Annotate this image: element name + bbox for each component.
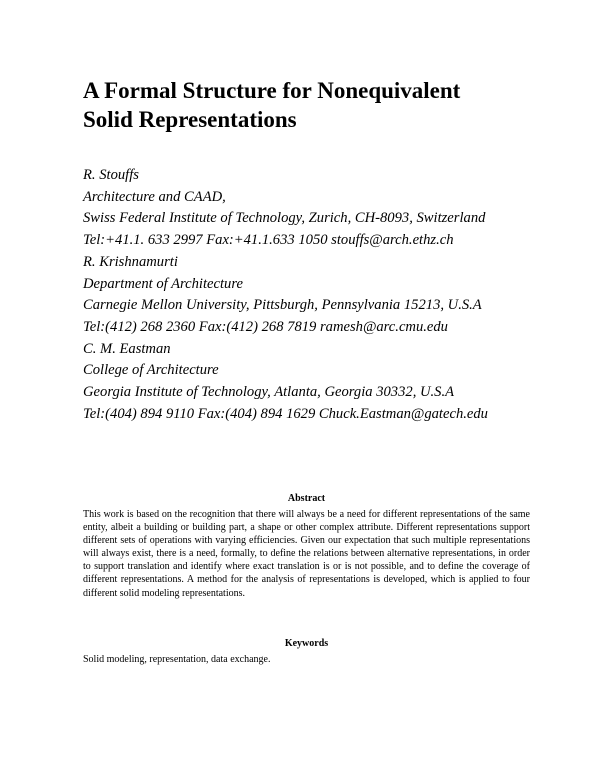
author-institution: Georgia Institute of Technology, Atlanta, Georgia 30332, U.S.A — [83, 384, 455, 401]
author-name: C. M. Eastman — [83, 340, 171, 357]
author-block — [83, 165, 583, 425]
author-name: R. Krishnamurti — [83, 253, 178, 270]
author-contact: Tel:(412) 268 2360 Fax:(412) 268 7819 ramesh@arc.cmu.edu — [83, 318, 448, 335]
author-department: Architecture and CAAD, — [83, 188, 226, 205]
author-contact: Tel:+41.1. 633 2997 Fax:+41.1.633 1050 stouffs@arch.ethz.ch — [83, 232, 454, 249]
abstract-heading: Abstract — [287, 493, 326, 504]
author-institution: Carnegie Mellon University, Pittsburgh, Pennsylvania 15213, U.S.A — [83, 297, 482, 314]
author-institution: Swiss Federal Institute of Technology, Zurich, CH-8093, Switzerland — [83, 210, 486, 227]
author-name: R. Stouffs — [83, 167, 139, 183]
keywords-heading: Keywords — [284, 638, 329, 649]
title-line: Solid Representations — [83, 107, 297, 132]
keywords-text: Solid modeling, representation, data exchange. — [83, 654, 271, 665]
paper-title — [83, 76, 563, 134]
title-line: A Formal Structure for Nonequivalent — [83, 78, 461, 103]
author-department: Department of Architecture — [83, 275, 243, 292]
author-contact: Tel:(404) 894 9110 Fax:(404) 894 1629 Chuck.Eastman@gatech.edu — [83, 405, 488, 422]
abstract-text: This work is based on the recognition that there will always be a need for different representations of the same entity, albeit a building or building part, a shape or other complex attribute. Different representations support different sets of operations with varying efficiencies. Given our expectation that such multiple representations will always exist, there is a need, formally, to define the relations between alternative representations, in order to support translation and identify where exact translation is or is not possible, and to define the coverage of different representations. A method for the analysis of representations is developed, which is applied to four different solid modeling representations. — [83, 509, 530, 599]
author-department: College of Architecture — [83, 362, 219, 379]
